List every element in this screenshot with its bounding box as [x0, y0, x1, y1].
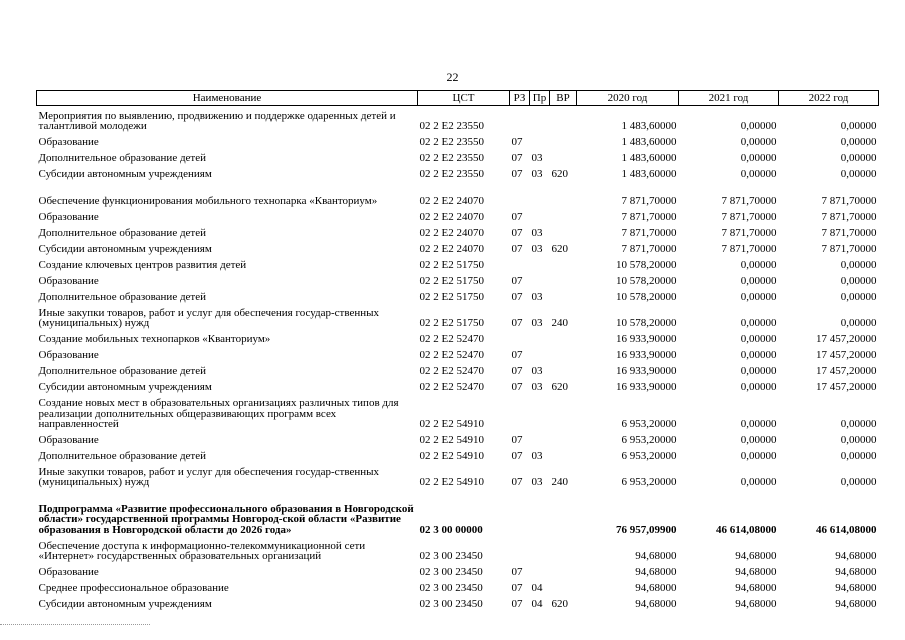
row-rz: 07 [511, 274, 523, 287]
row-pr [530, 535, 550, 561]
row-vr [550, 329, 577, 345]
row-value-2021: 0,00000 [740, 381, 777, 394]
row-value-2022: 0,00000 [840, 434, 877, 447]
row-value-2020: 6 953,20000 [621, 418, 677, 431]
row-vr [550, 577, 577, 593]
row-cst: 02 3 00 23450 [419, 566, 483, 579]
row-pr [530, 329, 550, 345]
row-pr: 03 [531, 450, 543, 463]
row-name: Образование [38, 566, 99, 579]
row-vr [550, 254, 577, 270]
row-pr [530, 488, 550, 535]
row-cst: 02 2 E2 51750 [419, 258, 484, 271]
row-value-2020: 94,68000 [635, 598, 677, 611]
row-name: Образование [38, 210, 99, 223]
row-value-2022: 7 871,70000 [821, 194, 877, 207]
row-value-2021: 0,00000 [740, 365, 777, 378]
row-value-2021: 7 871,70000 [721, 210, 777, 223]
table-row [37, 488, 879, 535]
row-rz: 07 [511, 566, 523, 579]
row-value-2022: 46 614,08000 [816, 523, 877, 536]
row-value-2022: 0,00000 [840, 120, 877, 133]
row-vr [550, 535, 577, 561]
row-value-2020: 1 483,60000 [621, 120, 677, 133]
row-name: Субсидии автономным учреждениям [38, 381, 212, 394]
row-cst: 02 3 00 00000 [419, 523, 483, 536]
row-value-2021: 7 871,70000 [721, 194, 777, 207]
row-value-2021: 0,00000 [740, 450, 777, 463]
row-value-2021: 0,00000 [740, 136, 777, 149]
table-header-row [37, 91, 879, 106]
row-value-2022: 0,00000 [840, 476, 877, 489]
row-value-2020: 7 871,70000 [621, 242, 677, 255]
row-value-2021: 0,00000 [740, 152, 777, 165]
table-row [37, 593, 879, 609]
row-value-2020: 76 957,09900 [616, 523, 677, 536]
row-value-2022: 17 457,20000 [816, 381, 877, 394]
table-row [37, 577, 879, 593]
row-value-2021: 0,00000 [740, 168, 777, 181]
table-row [37, 329, 879, 345]
row-value-2021: 94,68000 [735, 582, 777, 595]
row-value-2020: 6 953,20000 [621, 434, 677, 447]
row-vr [550, 106, 577, 132]
row-cst: 02 2 E2 54910 [419, 476, 484, 489]
row-rz [510, 106, 530, 132]
row-value-2022: 0,00000 [840, 152, 877, 165]
row-pr: 03 [531, 168, 543, 181]
row-rz: 07 [511, 210, 523, 223]
row-value-2020: 1 483,60000 [621, 136, 677, 149]
table-row [37, 132, 879, 148]
row-cst: 02 2 E2 54910 [419, 450, 484, 463]
row-value-2021: 0,00000 [740, 418, 777, 431]
header-cst: ЦСТ [418, 91, 510, 106]
row-name: Обеспечение функционирования мобильного технопарка «Кванториум» [38, 194, 378, 207]
row-vr: 620 [551, 598, 568, 611]
table-row [37, 238, 879, 254]
row-vr [550, 132, 577, 148]
table-row [37, 302, 879, 328]
row-value-2021: 0,00000 [740, 333, 777, 346]
row-rz [510, 535, 530, 561]
row-name: Иные закупки товаров, работ и услуг для обеспечения государ-ственных (муниципальных) нужд [38, 306, 380, 330]
row-value-2020: 94,68000 [635, 550, 677, 563]
row-value-2022: 17 457,20000 [816, 365, 877, 378]
row-name: Субсидии автономным учреждениям [38, 242, 212, 255]
row-cst: 02 2 E2 23550 [419, 152, 484, 165]
row-value-2021: 94,68000 [735, 550, 777, 563]
row-pr [530, 270, 550, 286]
row-value-2022: 0,00000 [840, 136, 877, 149]
row-vr [550, 206, 577, 222]
row-rz: 07 [511, 450, 523, 463]
row-name: Иные закупки товаров, работ и услуг для обеспечения государ-ственных (муниципальных) нужд [38, 466, 380, 489]
budget-table [36, 90, 879, 609]
row-cst: 02 3 00 23450 [419, 582, 483, 595]
row-cst: 02 2 E2 23550 [419, 120, 484, 133]
row-vr: 620 [551, 168, 568, 181]
row-vr [550, 180, 577, 206]
row-pr: 04 [531, 582, 543, 595]
row-vr: 620 [551, 242, 568, 255]
row-rz: 07 [511, 598, 523, 611]
row-pr [530, 345, 550, 361]
row-name: Создание ключевых центров развития детей [38, 258, 247, 271]
row-name: Образование [38, 349, 99, 362]
row-value-2022: 0,00000 [840, 317, 877, 330]
table-row [37, 561, 879, 577]
row-value-2021: 0,00000 [740, 274, 777, 287]
row-vr [550, 148, 577, 164]
row-vr [550, 345, 577, 361]
row-name: Образование [38, 274, 99, 287]
row-cst: 02 2 E2 54910 [419, 418, 484, 431]
header-rz: РЗ [510, 91, 530, 106]
row-vr [550, 286, 577, 302]
row-value-2022: 0,00000 [840, 450, 877, 463]
page-number: 22 [446, 70, 459, 84]
row-pr: 03 [531, 152, 543, 165]
row-pr [530, 206, 550, 222]
row-value-2022: 94,68000 [835, 582, 877, 595]
table-row [37, 535, 879, 561]
row-pr: 04 [531, 598, 543, 611]
row-value-2020: 1 483,60000 [621, 152, 677, 165]
row-pr [530, 180, 550, 206]
row-value-2021: 7 871,70000 [721, 226, 777, 239]
row-name: Мероприятия по выявлению, продвижению и поддержке одаренных детей и талантливой молодежи [38, 110, 396, 133]
row-rz [510, 488, 530, 535]
row-name: Дополнительное образование детей [38, 450, 207, 463]
row-name: Создание новых мест в образовательных организациях различных типов для реализации дополнительных общеразвивающих программ всех направленностей [38, 397, 399, 431]
row-value-2022: 94,68000 [835, 566, 877, 579]
row-pr [530, 132, 550, 148]
table-row [37, 393, 879, 430]
row-cst: 02 2 E2 23550 [419, 136, 484, 149]
row-cst: 02 2 E2 24070 [419, 226, 484, 239]
row-name: Образование [38, 136, 99, 149]
table-row [37, 429, 879, 445]
row-rz [510, 254, 530, 270]
row-vr [550, 361, 577, 377]
row-pr [530, 254, 550, 270]
row-vr [550, 393, 577, 430]
row-value-2021: 0,00000 [740, 258, 777, 271]
row-rz: 07 [511, 226, 523, 239]
row-vr [550, 488, 577, 535]
row-pr: 03 [531, 242, 543, 255]
row-value-2022: 0,00000 [840, 290, 877, 303]
row-cst: 02 2 E2 52470 [419, 365, 484, 378]
row-name: Среднее профессиональное образование [38, 582, 229, 595]
row-value-2020: 7 871,70000 [621, 194, 677, 207]
row-value-2021: 94,68000 [735, 566, 777, 579]
table-row [37, 180, 879, 206]
row-value-2020: 16 933,90000 [616, 365, 677, 378]
row-value-2021: 0,00000 [740, 476, 777, 489]
row-value-2021: 0,00000 [740, 349, 777, 362]
row-name: Подпрограмма «Развитие профессионального образования в Новгородской области» государственной программы Новгород-ской области «Развитие образования в Новгородской области до 2026 года» [38, 502, 414, 536]
row-cst: 02 2 E2 52470 [419, 381, 484, 394]
row-pr: 03 [531, 226, 543, 239]
table-row [37, 206, 879, 222]
row-rz [510, 180, 530, 206]
table-row [37, 148, 879, 164]
row-pr [530, 393, 550, 430]
table-row [37, 270, 879, 286]
row-rz [510, 329, 530, 345]
row-vr [550, 445, 577, 461]
row-cst: 02 2 E2 51750 [419, 290, 484, 303]
row-cst: 02 3 00 23450 [419, 550, 483, 563]
row-value-2022: 7 871,70000 [821, 210, 877, 223]
row-vr [550, 561, 577, 577]
row-value-2020: 10 578,20000 [616, 258, 677, 271]
row-rz: 07 [511, 242, 523, 255]
row-vr: 240 [551, 476, 568, 489]
row-cst: 02 2 E2 24070 [419, 210, 484, 223]
row-cst: 02 2 E2 24070 [419, 194, 484, 207]
table-row [37, 345, 879, 361]
header-vr: ВР [550, 91, 577, 106]
row-name: Субсидии автономным учреждениям [38, 168, 212, 181]
row-value-2021: 0,00000 [740, 317, 777, 330]
row-vr: 240 [551, 317, 568, 330]
row-value-2022: 0,00000 [840, 274, 877, 287]
row-cst: 02 2 E2 51750 [419, 317, 484, 330]
row-cst: 02 2 E2 24070 [419, 242, 484, 255]
row-cst: 02 3 00 23450 [419, 598, 483, 611]
row-value-2020: 10 578,20000 [616, 290, 677, 303]
row-value-2022: 94,68000 [835, 598, 877, 611]
row-cst: 02 2 E2 23550 [419, 168, 484, 181]
row-rz: 07 [511, 290, 523, 303]
row-rz: 07 [511, 434, 523, 447]
row-name: Создание мобильных технопарков «Кванториум» [38, 333, 271, 346]
row-name: Дополнительное образование детей [38, 226, 207, 239]
row-cst: 02 2 E2 54910 [419, 434, 484, 447]
row-value-2022: 7 871,70000 [821, 242, 877, 255]
row-name: Дополнительное образование детей [38, 365, 207, 378]
row-value-2021: 0,00000 [740, 290, 777, 303]
row-value-2022: 7 871,70000 [821, 226, 877, 239]
row-value-2020: 7 871,70000 [621, 226, 677, 239]
row-name: Образование [38, 434, 99, 447]
row-value-2021: 94,68000 [735, 598, 777, 611]
row-value-2022: 0,00000 [840, 418, 877, 431]
row-value-2022: 17 457,20000 [816, 333, 877, 346]
row-cst: 02 2 E2 52470 [419, 333, 484, 346]
table-row [37, 445, 879, 461]
row-rz [510, 393, 530, 430]
row-pr: 03 [531, 317, 543, 330]
row-value-2022: 0,00000 [840, 168, 877, 181]
row-value-2020: 1 483,60000 [621, 168, 677, 181]
table-row [37, 254, 879, 270]
row-rz: 07 [511, 152, 523, 165]
row-vr [550, 429, 577, 445]
header-pr: Пр [530, 91, 550, 106]
row-cst: 02 2 E2 52470 [419, 349, 484, 362]
row-value-2020: 16 933,90000 [616, 349, 677, 362]
row-value-2021: 0,00000 [740, 434, 777, 447]
row-value-2020: 16 933,90000 [616, 333, 677, 346]
row-pr: 03 [531, 365, 543, 378]
header-year-2022: 2022 год [779, 91, 879, 106]
row-name: Дополнительное образование детей [38, 290, 207, 303]
row-pr: 03 [531, 381, 543, 394]
table-row [37, 361, 879, 377]
header-year-2020: 2020 год [577, 91, 679, 106]
row-value-2020: 94,68000 [635, 582, 677, 595]
row-name: Обеспечение доступа к информационно-телекоммуникационной сети «Интернет» государственных образовательных организаций [38, 539, 366, 563]
row-vr [550, 270, 577, 286]
table-row [37, 164, 879, 180]
header-name: Наименование [37, 91, 418, 106]
row-value-2020: 16 933,90000 [616, 381, 677, 394]
row-rz: 07 [511, 317, 523, 330]
row-name: Дополнительное образование детей [38, 152, 207, 165]
row-value-2020: 6 953,20000 [621, 450, 677, 463]
row-value-2021: 0,00000 [740, 120, 777, 133]
row-rz: 07 [511, 365, 523, 378]
row-rz: 07 [511, 349, 523, 362]
row-cst: 02 2 E2 51750 [419, 274, 484, 287]
row-rz: 07 [511, 381, 523, 394]
row-value-2022: 17 457,20000 [816, 349, 877, 362]
row-value-2020: 7 871,70000 [621, 210, 677, 223]
row-rz: 07 [511, 582, 523, 595]
row-pr [530, 429, 550, 445]
row-value-2020: 10 578,20000 [616, 274, 677, 287]
table-row [37, 286, 879, 302]
row-value-2022: 94,68000 [835, 550, 877, 563]
row-rz: 07 [511, 476, 523, 489]
row-pr [530, 561, 550, 577]
row-pr [530, 106, 550, 132]
row-value-2020: 6 953,20000 [621, 476, 677, 489]
header-year-2021: 2021 год [679, 91, 779, 106]
row-name: Субсидии автономным учреждениям [38, 598, 212, 611]
row-value-2022: 0,00000 [840, 258, 877, 271]
table-row [37, 222, 879, 238]
row-rz: 07 [511, 168, 523, 181]
table-row [37, 106, 879, 132]
row-vr: 620 [551, 381, 568, 394]
table-row [37, 377, 879, 393]
row-value-2020: 94,68000 [635, 566, 677, 579]
row-value-2020: 10 578,20000 [616, 317, 677, 330]
row-pr: 03 [531, 290, 543, 303]
row-value-2021: 7 871,70000 [721, 242, 777, 255]
row-vr [550, 222, 577, 238]
row-rz: 07 [511, 136, 523, 149]
row-value-2021: 46 614,08000 [716, 523, 777, 536]
scan-artifact-line [0, 624, 150, 626]
row-pr: 03 [531, 476, 543, 489]
table-row [37, 461, 879, 487]
